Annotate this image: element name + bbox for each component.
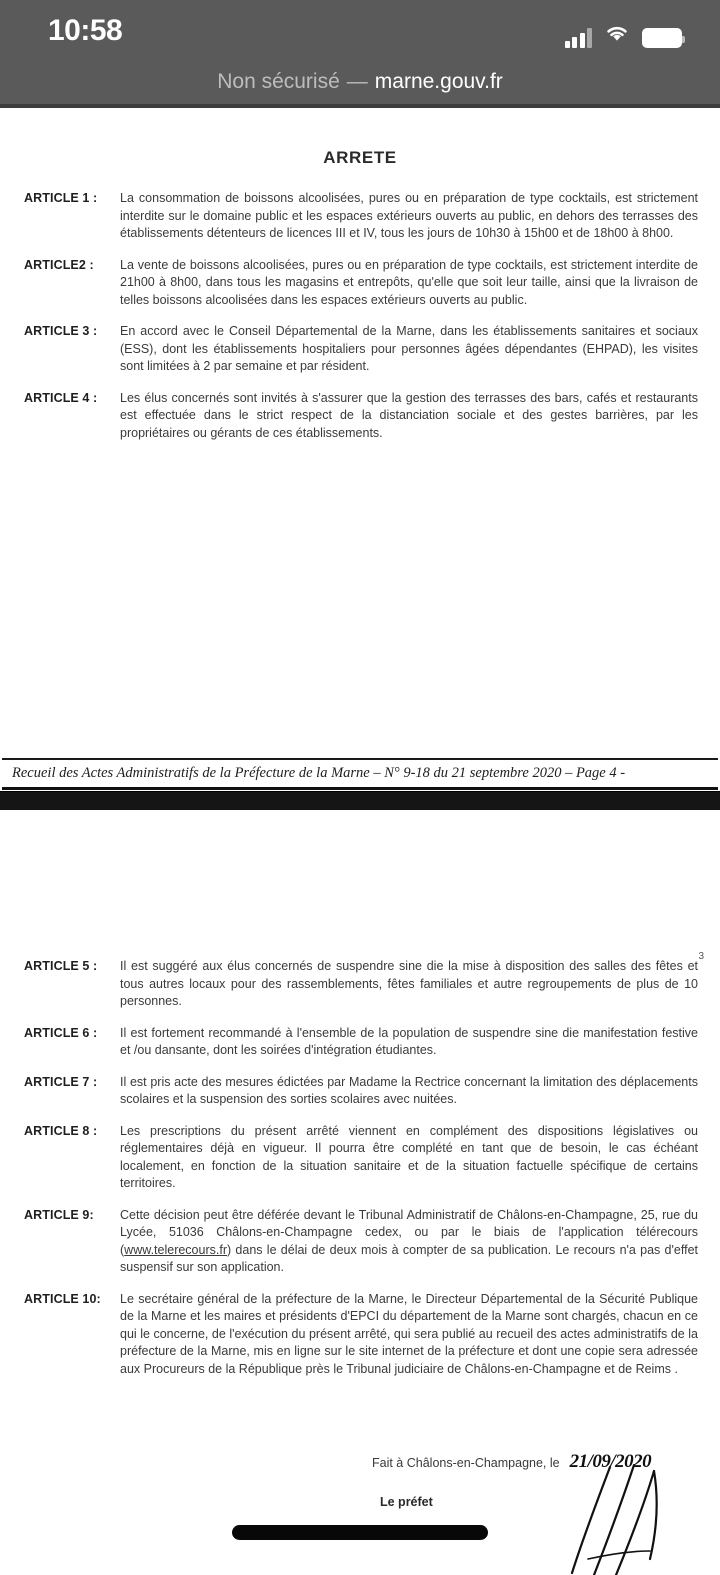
article-text-before-link: Cette décision peut être déférée devant le Tribunal Administratif de Châlons-en-Champagne, 25, rue du Lycée, 51036 Châlons-en-Champagne cedex, ou par le biais de l'application télérecours ( [120, 1207, 698, 1257]
article-text: Les élus concernés sont invités à s'assurer que la gestion des terrasses des bars, cafés et restaurants est effectuée dans le strict respect de la distanciation sociale et des gestes barrières, par les propriétaires ou gérants de ces établissements. [120, 390, 698, 440]
article-label: ARTICLE 9: [24, 1207, 94, 1222]
status-bar-clock: 10:58 [48, 14, 123, 47]
document-page-1 [0, 108, 720, 790]
article-item [24, 1074, 698, 1109]
article-list-page-2 [0, 810, 720, 1378]
article-text: La vente de boissons alcoolisées, pures ou en préparation de type cocktails, est strictement interdite de 21h00 à 8h00, dans tous les magasins et entrepôts, qu'elle que soit leur taille, ainsi que la livraison de telles boissons alcoolisées dans les espaces extérieurs ouverts au public. [120, 257, 698, 307]
article-text: En accord avec le Conseil Départemental de la Marne, dans les établissements sanitaires et sociaux (ESS), dont les établissements hospitaliers pour personnes âgées dépendantes (EHPAD), les visites sont limitées à 2 par semaine et par résident. [120, 324, 698, 373]
address-bar-host: marne.gouv.fr [374, 70, 503, 93]
article-item [24, 1025, 698, 1060]
article-item [24, 390, 698, 443]
article-label: ARTICLE 1 : [24, 191, 98, 205]
article-text: Les prescriptions du présent arrêté viennent en complément des dispositions législatives ou réglementaires déjà en vigueur. Il pourra être complété en tant que de besoin, le cas échéant localement, en fonction de la situation sanitaire et de la situation factuelle spécifique de certains territoires. [120, 1123, 698, 1190]
article-item [24, 1207, 698, 1277]
article-list-page-1 [0, 190, 720, 442]
article-text [120, 1207, 698, 1277]
article-text-content: Il est suggéré aux élus concernés de suspendre sine die la mise à disposition des salles des fêtes et tous autres locaux pour des rassemblements, fêtes familiales et autre regroupements de plus de 10 personnes. [120, 959, 698, 1008]
document-page-2 [0, 810, 720, 1557]
article-label: ARTICLE 10: [24, 1291, 101, 1306]
handwritten-date: 21/09/2020 [569, 1451, 652, 1472]
article-item [24, 190, 698, 243]
article-text: Il est fortement recommandé à l'ensemble de la population de suspendre sine die manifestation festive et /ou dansante, dont les soirées d'intégration étudiantes. [120, 1025, 698, 1057]
status-bar-icons [565, 22, 683, 48]
article-text [120, 951, 704, 1011]
handwritten-signature [554, 1455, 694, 1575]
signature-block [372, 1451, 702, 1509]
pdf-document-viewer[interactable] [0, 108, 720, 1557]
article-label: ARTICLE 7 : [24, 1074, 98, 1089]
browser-chrome [0, 0, 720, 104]
address-bar-separator: — [346, 70, 368, 93]
security-warning-label: Non sécurisé [217, 70, 340, 93]
article-label: ARTICLE2 : [24, 257, 94, 272]
article-label: ARTICLE 4 : [24, 390, 98, 405]
telerecours-link[interactable]: www.telerecours.fr [124, 1242, 227, 1257]
battery-icon [642, 28, 682, 48]
address-bar[interactable] [0, 60, 720, 104]
article-item [24, 257, 698, 310]
article-label: ARTICLE 6 : [24, 1025, 98, 1040]
article-text: La consommation de boissons alcoolisées, pures ou en préparation de type cocktails, est strictement interdite sur le domaine public et les espaces extérieurs ouverts au public, en dehors des terrasses des établissements détenteurs de licences III et IV, tous les jours de 10h30 à 15h00 et de 18h00 à 8h00. [120, 191, 698, 240]
page-footer [0, 758, 720, 790]
article-text: Il est pris acte des mesures édictées par Madame la Rectrice concernant la limitation des déplacements scolaires et la suspension des sorties scolaires avec nuitées. [120, 1074, 698, 1106]
page-number-superscript: 3 [698, 951, 704, 962]
article-item [24, 1291, 698, 1379]
footer-text: Recueil des Actes Administratifs de la Préfecture de la Marne – N° 9-18 du 21 septembre 2020 – Page 4 - [12, 765, 626, 781]
signature-role-label: Le préfet [380, 1495, 433, 1509]
wifi-icon [604, 23, 630, 48]
cellular-signal-icon [565, 28, 593, 48]
article-label: ARTICLE 5 : [24, 959, 98, 973]
page-title: ARRETE [323, 148, 397, 167]
article-item [24, 1123, 698, 1193]
article-item [24, 951, 704, 1011]
signature-place-date-line [372, 1451, 702, 1473]
article-text: Le secrétaire général de la préfecture de la Marne, le Directeur Départemental de la Sécurité Publique de la Marne et les maires et présidents d'EPCI du département de la Marne sont chargés, chacun en ce qui le concerne, de l'exécution du présent arrêté, qui sera publié au recueil des actes administratifs de la préfecture de la Marne, mis en ligne sur le site internet de la préfecture et dont une copie sera adressée aux Procureurs de la République près le Tribunal judiciaire de Châlons-en-Champagne et de Reims . [120, 1291, 698, 1376]
signature-place-date-label: Fait à Châlons-en-Champagne, le [372, 1456, 560, 1470]
horizontal-scroll-indicator[interactable] [232, 1525, 488, 1540]
article-label: ARTICLE 3 : [24, 324, 98, 338]
article-label: ARTICLE 8 : [24, 1123, 98, 1138]
article-text-after-link: ) dans le délai de deux mois à compter de sa publication. Le recours n'a pas d'effet suspensif sur son application. [120, 1242, 698, 1274]
status-bar [0, 0, 720, 60]
footer-rule-bottom [2, 787, 718, 790]
article-item [24, 323, 698, 376]
